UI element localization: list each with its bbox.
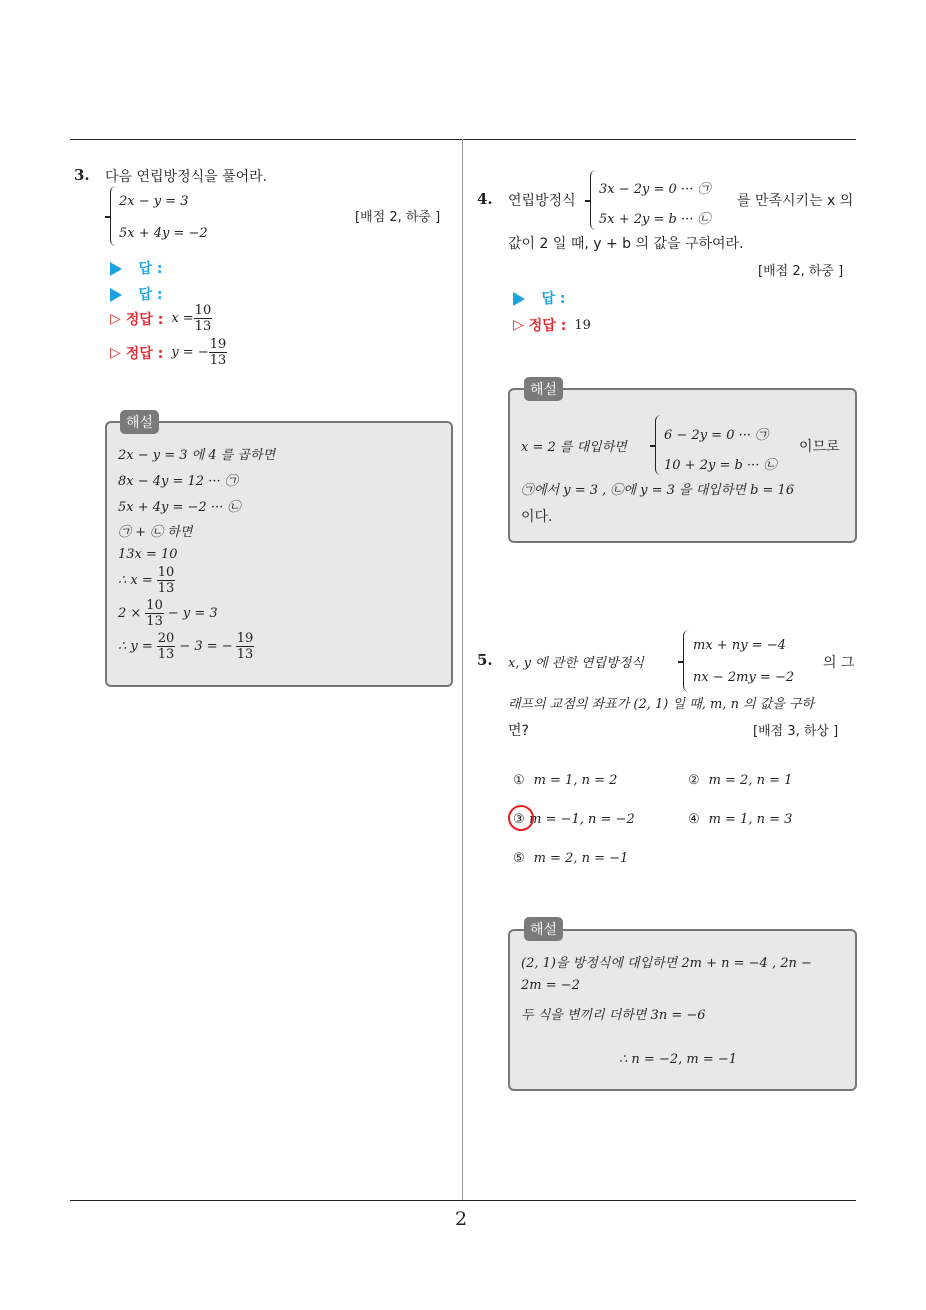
choice-4[interactable]: ④ m = 1, n = 3: [688, 812, 793, 827]
answer-row[interactable]: [513, 288, 565, 308]
bottom-rule: [70, 1200, 856, 1201]
explain-equation-1: 6 − 2y = 0 ··· ㉠: [664, 428, 769, 443]
explain-line: (2, 1)을 방정식에 대입하면 2m + n = −4 , 2n −: [521, 956, 812, 971]
explain-line: ∴ x = $\frac{10}{13}$: [118, 565, 175, 596]
fraction: $\frac{10}{13}$: [194, 303, 212, 334]
solution-label: 정답 :: [125, 311, 164, 328]
explain-line: x = 2 를 대입하면: [521, 440, 627, 455]
score-tag: [배점 2, 하중 ]: [355, 210, 441, 225]
explain-line: 이다.: [521, 509, 553, 525]
arrow-icon: [513, 292, 525, 306]
equation-2: 5x + 4y = −2: [119, 226, 208, 241]
explain-line: ∴ y = $\frac{20}{13}$ − 3 = − $\frac{19}{13}$: [118, 631, 254, 662]
question-text: 래프의 교점의 좌표가 (2, 1) 일 때, m, n 의 값을 구하: [508, 697, 815, 712]
question-text: 연립방정식: [508, 193, 576, 209]
answer-row-2[interactable]: [110, 284, 162, 304]
equation-1: 3x − 2y = 0 ··· ㉠: [599, 182, 711, 197]
triangle-icon: ▷: [513, 317, 524, 333]
question-number: 4.: [477, 190, 493, 208]
equation-1: mx + ny = −4: [693, 638, 786, 653]
top-rule: [70, 139, 856, 140]
explain-line: ㉠에서 y = 3 , ㉡에 y = 3 을 대입하면 b = 16: [521, 483, 795, 498]
question-text: x, y 에 관한 연립방정식: [508, 656, 644, 671]
question-text: 의 그: [823, 655, 855, 671]
question-text: 다음 연립방정식을 풀어라.: [105, 169, 268, 185]
explain-line: 8x − 4y = 12 ··· ㉠: [118, 474, 238, 489]
arrow-icon: [110, 288, 122, 302]
system-brace: [655, 415, 662, 475]
explain-line: 2 × $\frac{10}{13}$ − y = 3: [118, 598, 218, 629]
column-divider: [462, 139, 463, 1201]
solution-value: 19: [574, 317, 591, 333]
solution-x-prefix: x =: [171, 311, 194, 326]
choice-1[interactable]: ① m = 1, n = 2: [513, 773, 618, 788]
equation-1: 2x − y = 3: [119, 194, 189, 209]
fraction: $\frac{19}{13}$: [209, 337, 227, 368]
question-text: 값이 2 일 때, y + b 의 값을 구하여라.: [508, 236, 744, 252]
solution-y-prefix: y = −: [171, 345, 209, 360]
solution-label: 정답 :: [125, 345, 164, 362]
system-brace: [110, 186, 117, 246]
equation-2: 5x + 2y = b ··· ㉡: [599, 212, 711, 227]
explain-line: 이므로: [799, 439, 840, 455]
explanation-tag: 해설: [524, 377, 563, 401]
explain-line: 13x = 10: [118, 547, 178, 562]
choice-2[interactable]: ② m = 2, n = 1: [688, 773, 793, 788]
triangle-icon: ▷: [110, 344, 121, 361]
explain-line: ㉠ + ㉡ 하면: [118, 525, 193, 540]
answer-label: 답 :: [541, 291, 566, 307]
choice-3[interactable]: ③ m = −1, n = −2: [513, 812, 635, 827]
explain-line: 5x + 4y = −2 ··· ㉡: [118, 500, 241, 515]
question-number: 5.: [477, 651, 493, 669]
equation-2: nx − 2my = −2: [693, 670, 795, 685]
score-tag: [배점 3, 하상 ]: [753, 724, 839, 739]
answer-label: 답 :: [138, 261, 163, 277]
solution-row-y: [110, 337, 227, 368]
explain-equation-2: 10 + 2y = b ··· ㉡: [664, 458, 777, 473]
answer-row-1[interactable]: [110, 258, 162, 278]
solution-label: 정답 :: [528, 318, 567, 334]
system-brace: [590, 170, 597, 230]
explanation-tag: 해설: [120, 410, 159, 434]
question-number: 3.: [74, 166, 90, 184]
arrow-icon: [110, 262, 122, 276]
triangle-icon: ▷: [110, 310, 121, 327]
score-tag: [배점 2, 하중 ]: [758, 264, 844, 279]
page-number: 2: [455, 1208, 468, 1230]
explain-line: 두 식을 변끼리 더하면 3n = −6: [521, 1008, 706, 1023]
choice-5[interactable]: ⑤ m = 2, n = −1: [513, 851, 629, 866]
explanation-tag: 해설: [524, 917, 563, 941]
solution-row-x: [110, 303, 212, 334]
system-brace: [683, 630, 690, 692]
explain-line: 2x − y = 3 에 4 를 곱하면: [118, 448, 276, 463]
explain-line: 2m = −2: [521, 978, 580, 993]
question-text: 면?: [508, 723, 529, 739]
question-text: 를 만족시키는 x 의: [737, 193, 854, 209]
answer-label: 답 :: [138, 287, 163, 303]
solution-row: [513, 315, 591, 335]
explain-line: ∴ n = −2, m = −1: [619, 1052, 738, 1067]
selected-choice-circle-icon: [508, 805, 534, 831]
